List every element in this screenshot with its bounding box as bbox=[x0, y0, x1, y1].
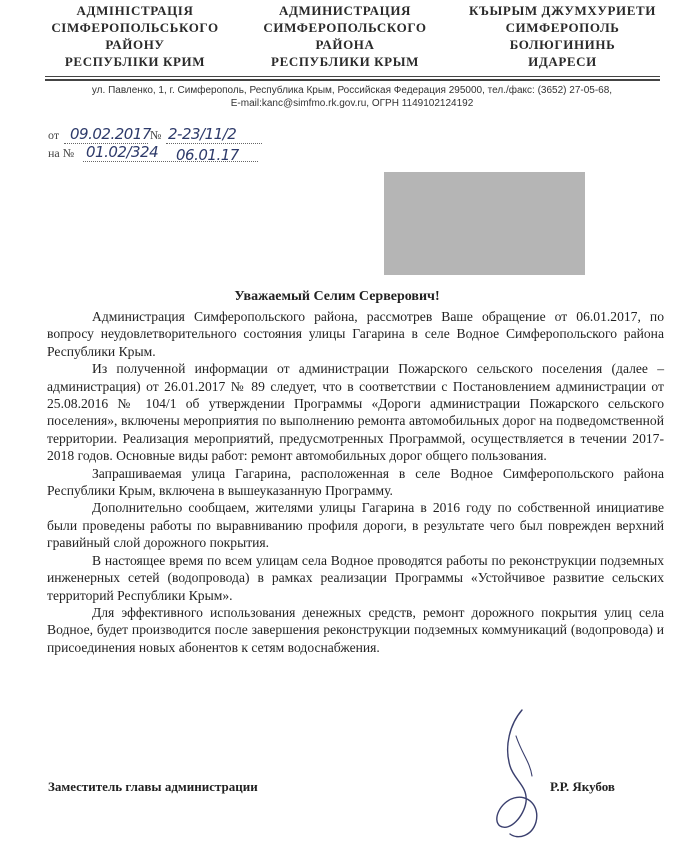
signer-name: Р.Р. Якубов bbox=[550, 779, 615, 794]
paragraph: Администрация Симферопольского района, рассмотрев Ваше обращение от 06.01.2017, по вопросу неудовлетворительного состояния улицы Гагарина в селе Водное Симферопольского района Республики Крым. bbox=[47, 309, 664, 359]
header-line: РАЙОНУ bbox=[105, 37, 165, 52]
paragraph: Из полученной информации от администрации Пожарского сельского поселения (далее – администрация) от 26.01.2017 № 89 следует, что в соответствии с Постановлением администрации от 25.08.2016 № 104/1 об утверждении Программы «Дороги администрации Пожарского сельского поселения», включены мероприятия по выполнению ремонта автомобильных дорог на подведомственной территории. Реализация мероприятий, предусмотренных Программой, осуществляется в течении 2017-2018 годов. Основные виды работ: ремонт автомобильных дорог общего пользования. bbox=[47, 361, 664, 464]
handwritten-signature bbox=[470, 706, 560, 844]
header-ukrainian bbox=[40, 2, 230, 70]
redacted-addressee bbox=[384, 172, 585, 275]
header-line: СІМФЕРОПОЛЬСЬКОГО bbox=[51, 20, 219, 35]
header-line: БОЛЮГИНИНЬ bbox=[509, 37, 616, 52]
paragraph: Запрашиваемая улица Гагарина, расположенная в селе Водное Симферопольского района Республики Крым, включена в вышеуказанную Программу. bbox=[47, 465, 664, 499]
number-label: № bbox=[150, 128, 162, 142]
paragraph: В настоящее время по всем улицам села Водное проводятся работы по реконструкции подземных инженерных сетей (водопровода) в рамках реализации Программы «Устойчивое развитие сельских территорий Республики Крым». bbox=[47, 552, 664, 603]
signer-title: Заместитель главы администрации bbox=[48, 779, 258, 794]
contact-line: E-mail:kanc@simfmo.rk.gov.ru, ОГРН 1149102124192 bbox=[230, 98, 474, 109]
number-underline bbox=[166, 143, 262, 144]
greeting: Уважаемый Селим Серверович! bbox=[234, 289, 440, 304]
header-crimean-tatar bbox=[455, 2, 670, 70]
header-line: АДМІНІСТРАЦІЯ bbox=[76, 3, 194, 18]
header-line: РЕСПУБЛІКИ КРИМ bbox=[64, 54, 206, 69]
header-line: КЪЫРЫМ ДЖУМХУРИЕТИ bbox=[468, 3, 657, 18]
header-divider-thick bbox=[45, 79, 660, 81]
reference-label: на № bbox=[48, 146, 75, 160]
paragraph: Для эффективного использования денежных средств, ремонт дорожного покрытия улиц села Водное, будет производится после завершения реконструкции подземных коммуникаций (водопровода) и присоединения новых абонентов к сетям водоснабжения. bbox=[47, 604, 664, 655]
header-line: РАЙОНА bbox=[315, 37, 375, 52]
from-label: от bbox=[48, 128, 60, 142]
header-russian bbox=[245, 2, 445, 70]
letter-date: 09.02.2017 bbox=[70, 125, 151, 143]
reference-date: 06.01.17 bbox=[176, 146, 239, 164]
header-line: СИМФЕРОПОЛЬСКОГО bbox=[263, 20, 427, 35]
paragraph: Дополнительно сообщаем, жителями улицы Гагарина в 2016 году по собственной инициативе были проведены работы по выравниванию профиля дороги, в результате чего был поврежден верхний гравийный слой дорожного покрытия. bbox=[47, 500, 664, 551]
letter-body bbox=[47, 308, 664, 656]
header-divider bbox=[45, 76, 660, 77]
address-line: ул. Павленко, 1, г. Симферополь, Республика Крым, Российская Федерация 295000, тел./факс: (3652) 27-05-68, bbox=[91, 85, 613, 96]
reference-number: 01.02/324 bbox=[86, 143, 159, 161]
header-line: АДМИНИСТРАЦИЯ bbox=[278, 3, 412, 18]
letter-number: 2-23/11/2 bbox=[168, 125, 237, 143]
header-line: ИДАРЕСИ bbox=[528, 54, 597, 69]
header-line: СИМФЕРОПОЛЬ bbox=[505, 20, 620, 35]
header-line: РЕСПУБЛИКИ КРЫМ bbox=[271, 54, 419, 69]
